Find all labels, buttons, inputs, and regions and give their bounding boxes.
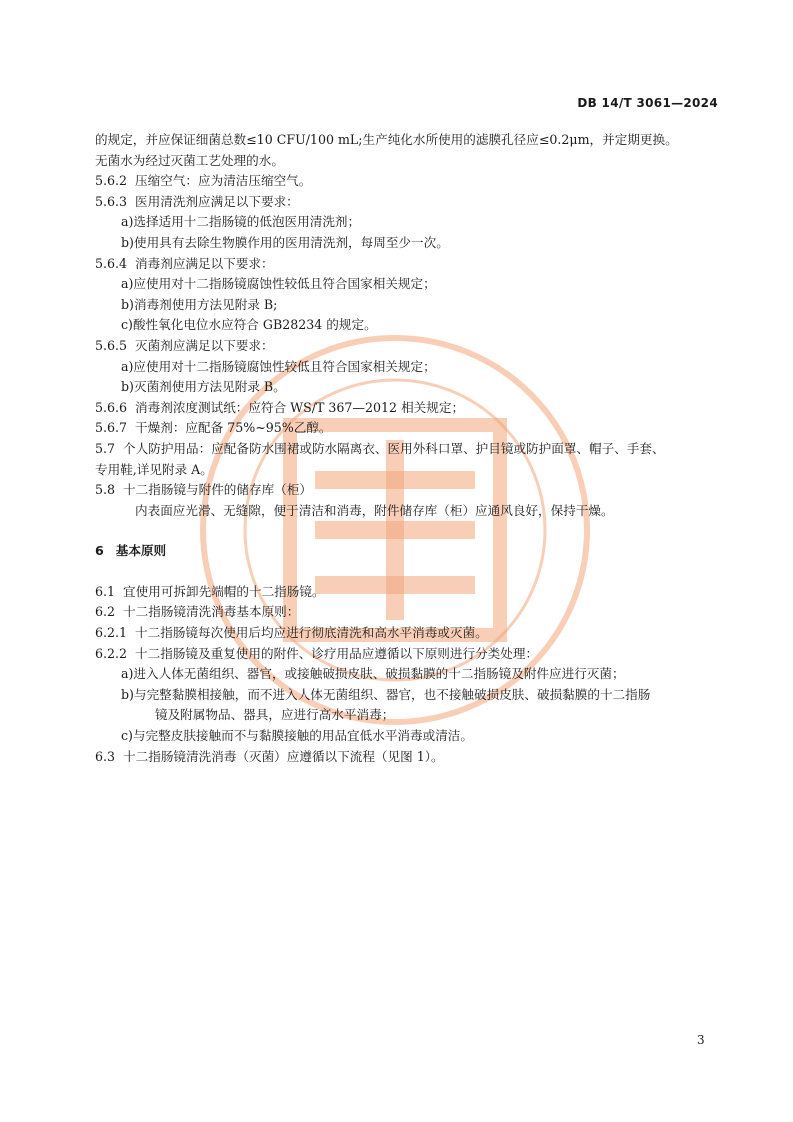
section-heading-6 — [95, 541, 720, 562]
paragraph-line: 无菌水为经过灭菌工艺处理的水。 — [95, 152, 284, 168]
clause-6-3 — [95, 747, 720, 768]
list-item: c)酸性氧化电位水应符合 GB28234 的规定。 — [121, 317, 377, 333]
clause-5-6-3 — [95, 192, 720, 213]
clause-6-2 — [95, 602, 720, 623]
clause-number: 6.1 — [95, 583, 116, 599]
clause-text: 十二指肠镜及重复使用的附件、诊疗用品应遵循以下原则进行分类处理： — [135, 645, 539, 661]
clause-5-6-6 — [95, 398, 720, 419]
clause-6-2-1 — [95, 623, 720, 644]
clause-number: 5.6.2 — [95, 173, 128, 189]
clause-5-6-2 — [95, 171, 720, 192]
clause-number: 5.6.3 — [95, 193, 128, 209]
list-item: a)应使用对十二指肠镜腐蚀性较低且符合国家相关规定； — [121, 276, 436, 292]
clause-text: 医用清洗剂应满足以下要求： — [135, 193, 299, 209]
clause-5-6-5 — [95, 336, 720, 357]
clause-number: 5.6.5 — [95, 337, 128, 353]
clause-5-6-7 — [95, 418, 720, 439]
list-item: b)灭菌剂使用方法见附录 B。 — [121, 379, 286, 395]
clause-number: 5.8 — [95, 482, 116, 498]
list-item: c)与完整皮肤接触而不与黏膜接触的用品宜低水平消毒或清洁。 — [121, 728, 473, 744]
list-item: a)应使用对十二指肠镜腐蚀性较低且符合国家相关规定； — [121, 358, 436, 374]
clause-number: 5.6.6 — [95, 399, 128, 415]
clause-number: 5.6.7 — [95, 420, 128, 436]
section-title: 基本原则 — [115, 543, 167, 559]
list-item-continuation: 镜及附属物品、器具，应进行高水平消毒； — [155, 707, 395, 723]
clause-text: 个人防护用品：应配备防水围裙或防水隔离衣、医用外科口罩、护目镜或防护面罩、帽子、手套、 — [123, 440, 665, 456]
clause-text: 宜使用可拆卸先端帽的十二指肠镜。 — [123, 583, 325, 599]
clause-text: 十二指肠镜与附件的储存库（柜） — [123, 482, 312, 498]
paragraph-line: 的规定，并应保证细菌总数≤10 CFU/100 mL;生产纯化水所使用的滤膜孔径应≤0.2μm，并定期更换。 — [95, 132, 678, 147]
clause-6-2-2 — [95, 644, 720, 665]
list-item: a)选择适用十二指肠镜的低泡医用清洗剂； — [121, 214, 361, 230]
clause-number: 5.6.4 — [95, 255, 128, 271]
clause-5-6-4 — [95, 254, 720, 275]
document-code-header: DB 14/T 3061—2024 — [577, 96, 718, 110]
clause-text: 压缩空气：应为清洁压缩空气。 — [135, 173, 312, 189]
clause-text: 灭菌剂应满足以下要求： — [135, 337, 274, 353]
page-number: 3 — [697, 1033, 705, 1047]
clause-5-7 — [95, 439, 720, 460]
paragraph-line: 专用鞋,详见附录 A。 — [95, 461, 213, 477]
clause-number: 5.7 — [95, 440, 116, 456]
list-item: b)使用具有去除生物膜作用的医用清洗剂，每周至少一次。 — [121, 234, 449, 250]
clause-text: 消毒剂应满足以下要求： — [135, 255, 274, 271]
clause-6-1 — [95, 582, 720, 603]
clause-number: 6.3 — [95, 748, 116, 764]
clause-text: 十二指肠镜每次使用后均应进行彻底清洗和高水平消毒或灭菌。 — [135, 625, 488, 641]
list-item: a)进入人体无菌组织、器官，或接触破损皮肤、破损黏膜的十二指肠镜及附件应进行灭菌； — [121, 666, 625, 682]
clause-number: 6.2 — [95, 604, 116, 620]
clause-text: 十二指肠镜清洗消毒基本原则： — [123, 604, 300, 620]
clause-number: 6.2.1 — [95, 625, 128, 641]
clause-5-8 — [95, 480, 720, 501]
clause-text: 十二指肠镜清洗消毒（灭菌）应遵循以下流程（见图 1）。 — [123, 748, 444, 764]
clause-number: 6.2.2 — [95, 645, 128, 661]
document-body — [95, 130, 720, 767]
list-item: b)消毒剂使用方法见附录 B; — [121, 296, 278, 312]
clause-text: 干燥剂：应配备 75%~95%乙醇。 — [135, 420, 332, 436]
section-number: 6 — [95, 543, 104, 559]
clause-text: 消毒剂浓度测试纸：应符合 WS/T 367—2012 相关规定； — [135, 399, 465, 415]
list-item: b)与完整黏膜相接触，而不进入人体无菌组织、器官，也不接触破损皮肤、破损黏膜的十二指肠 — [121, 686, 651, 702]
paragraph-line: 内表面应光滑、无缝隙，便于清洁和消毒，附件储存库（柜）应通风良好，保持干燥。 — [135, 502, 614, 518]
